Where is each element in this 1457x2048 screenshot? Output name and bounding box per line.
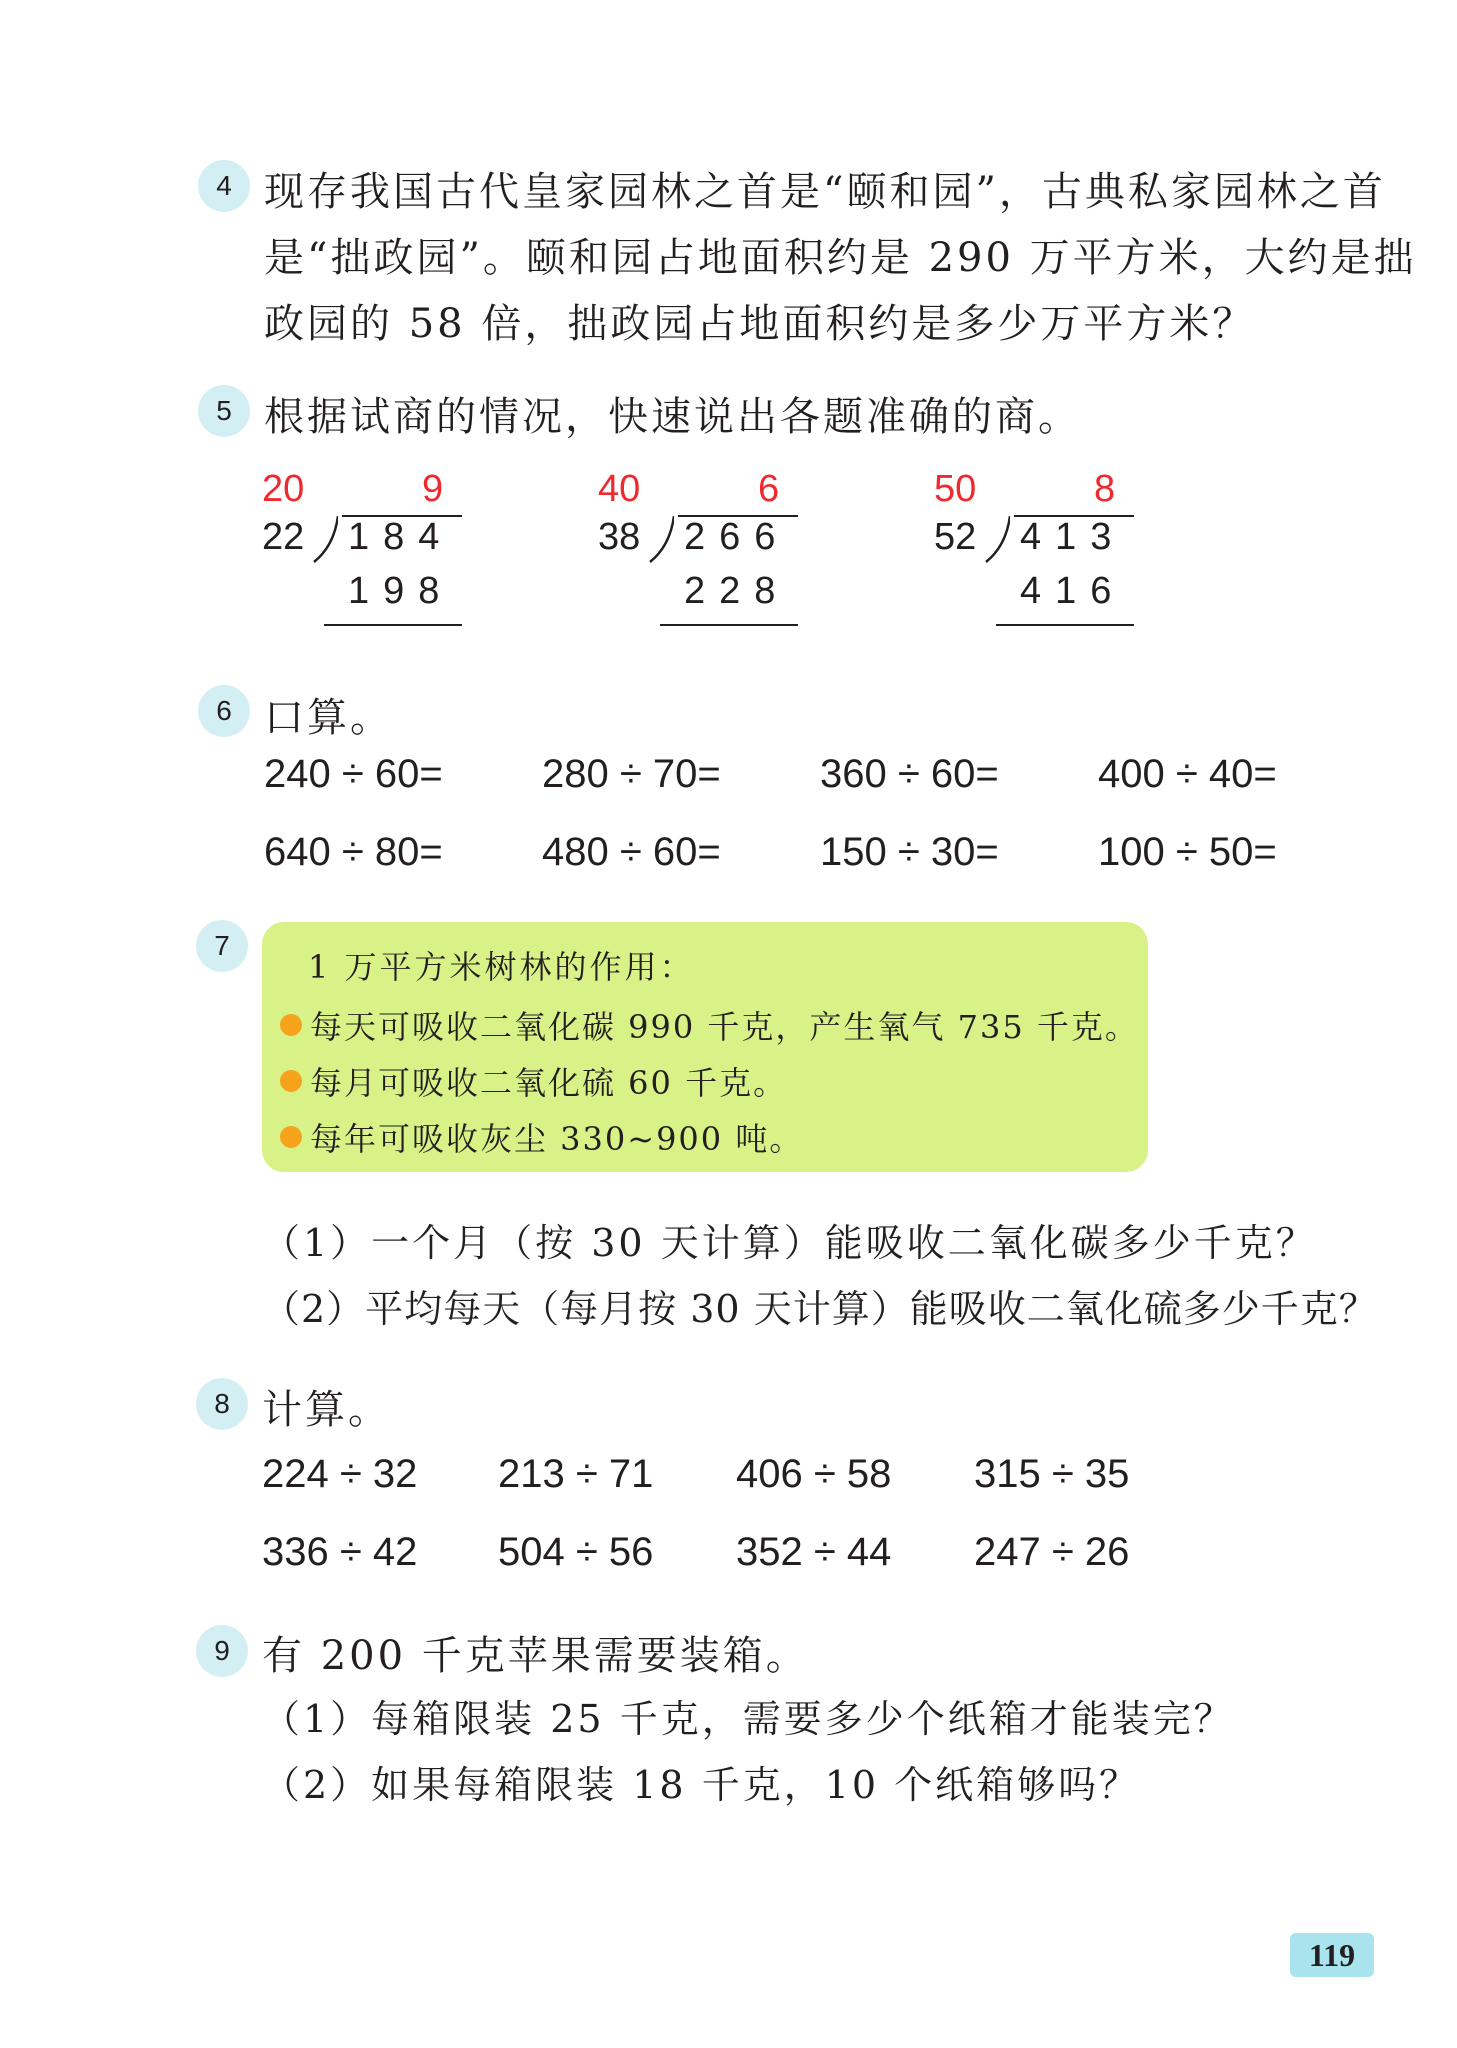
oral-calc-item: 360 ÷ 60= bbox=[820, 752, 999, 796]
trial-product: 198 bbox=[348, 570, 454, 612]
trial-round-divisor: 40 bbox=[598, 468, 641, 510]
subtraction-rule bbox=[660, 624, 798, 626]
trial-product: 228 bbox=[684, 570, 790, 612]
problem-6-badge: 6 bbox=[198, 685, 250, 737]
info-fact: 每天可吸收二氧化碳 990 千克，产生氧气 735 千克。 bbox=[310, 1008, 1139, 1046]
trial-round-divisor: 20 bbox=[262, 468, 305, 510]
oral-calc-item: 400 ÷ 40= bbox=[1098, 752, 1277, 796]
divisor: 38 bbox=[598, 516, 641, 558]
long-division-3 bbox=[934, 468, 1164, 638]
problem-9-badge: 9 bbox=[196, 1625, 248, 1677]
problem-7-question-1: （1）一个月（按 30 天计算）能吸收二氧化碳多少千克？ bbox=[262, 1221, 1317, 1265]
calc-item: 247 ÷ 26 bbox=[974, 1530, 1130, 1574]
problem-9-question-2: （2）如果每箱限装 18 千克，10 个纸箱够吗？ bbox=[262, 1763, 1141, 1807]
bullet-dot-icon bbox=[280, 1126, 302, 1148]
problem-8-prompt: 计算。 bbox=[262, 1387, 391, 1433]
long-division-1 bbox=[262, 468, 492, 638]
divisor: 52 bbox=[934, 516, 977, 558]
calc-item: 406 ÷ 58 bbox=[736, 1452, 892, 1496]
subtraction-rule bbox=[996, 624, 1134, 626]
problem-7-badge: 7 bbox=[196, 920, 248, 972]
bullet-dot-icon bbox=[280, 1070, 302, 1092]
division-bracket-icon bbox=[984, 516, 1010, 564]
division-bracket-icon bbox=[312, 516, 338, 564]
trial-product: 416 bbox=[1020, 570, 1126, 612]
dividend: 266 bbox=[684, 516, 790, 558]
problem-5-prompt: 根据试商的情况，快速说出各题准确的商。 bbox=[264, 394, 1081, 440]
calc-item: 352 ÷ 44 bbox=[736, 1530, 892, 1574]
trial-quotient: 6 bbox=[758, 468, 780, 510]
trial-round-divisor: 50 bbox=[934, 468, 977, 510]
problem-4-badge: 4 bbox=[198, 160, 250, 212]
oral-calc-item: 480 ÷ 60= bbox=[542, 830, 721, 874]
oral-calc-item: 150 ÷ 30= bbox=[820, 830, 999, 874]
problem-6-prompt: 口算。 bbox=[264, 695, 393, 741]
info-box-title: 1 万平方米树林的作用： bbox=[308, 948, 695, 986]
info-fact: 每年可吸收灰尘 330~900 吨。 bbox=[310, 1120, 804, 1158]
trial-quotient: 9 bbox=[422, 468, 444, 510]
problem-5-badge: 5 bbox=[198, 385, 250, 437]
oral-calc-item: 640 ÷ 80= bbox=[264, 830, 443, 874]
problem-8-badge: 8 bbox=[196, 1378, 248, 1430]
calc-item: 213 ÷ 71 bbox=[498, 1452, 654, 1496]
divisor: 22 bbox=[262, 516, 305, 558]
page-number: 119 bbox=[1290, 1933, 1374, 1977]
problem-9-prompt: 有 200 千克苹果需要装箱。 bbox=[262, 1633, 809, 1679]
division-bracket-icon bbox=[648, 516, 674, 564]
oral-calc-item: 100 ÷ 50= bbox=[1098, 830, 1277, 874]
trial-quotient: 8 bbox=[1094, 468, 1116, 510]
long-division-2 bbox=[598, 468, 828, 638]
problem-9-question-1: （1）每箱限装 25 千克，需要多少个纸箱才能装完？ bbox=[262, 1697, 1235, 1741]
calc-item: 504 ÷ 56 bbox=[498, 1530, 654, 1574]
problem-7-question-2: （2）平均每天（每月按 30 天计算）能吸收二氧化硫多少千克？ bbox=[262, 1287, 1378, 1331]
info-box bbox=[262, 922, 1148, 1172]
problem-4-line-1: 现存我国古代皇家园林之首是“颐和园”，古典私家园林之首 bbox=[264, 169, 1386, 215]
calc-item: 224 ÷ 32 bbox=[262, 1452, 418, 1496]
problem-4-line-2: 是“拙政园”。颐和园占地面积约是 290 万平方米，大约是拙 bbox=[264, 235, 1417, 281]
bullet-dot-icon bbox=[280, 1014, 302, 1036]
info-fact: 每月可吸收二氧化硫 60 千克。 bbox=[310, 1064, 788, 1102]
dividend: 184 bbox=[348, 516, 454, 558]
oral-calc-item: 240 ÷ 60= bbox=[264, 752, 443, 796]
oral-calc-item: 280 ÷ 70= bbox=[542, 752, 721, 796]
calc-item: 336 ÷ 42 bbox=[262, 1530, 418, 1574]
calc-item: 315 ÷ 35 bbox=[974, 1452, 1130, 1496]
dividend: 413 bbox=[1020, 516, 1126, 558]
subtraction-rule bbox=[324, 624, 462, 626]
problem-4-line-3: 政园的 58 倍，拙政园占地面积约是多少万平方米？ bbox=[264, 301, 1256, 347]
